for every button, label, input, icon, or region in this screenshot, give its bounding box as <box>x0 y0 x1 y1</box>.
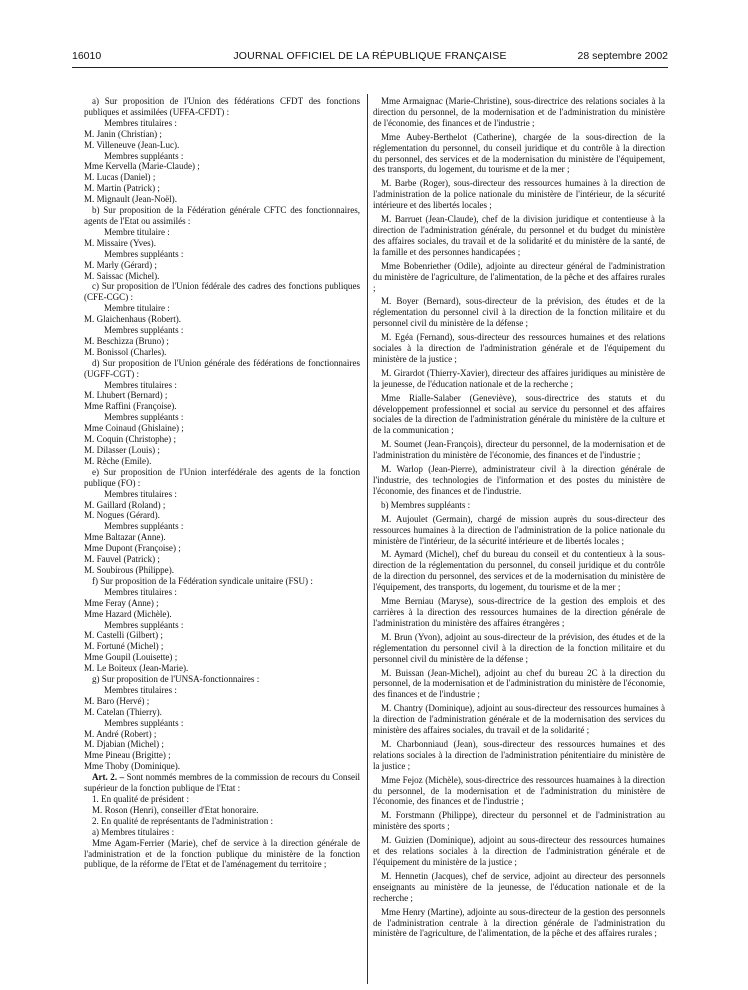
member-name: M. Nogues (Gérard). <box>84 510 160 521</box>
member-name: M. Janin (Christian) ; <box>84 128 162 139</box>
member-name: M. Catelan (Thierry). <box>84 706 162 717</box>
right-column <box>373 96 665 939</box>
member-name: M. Le Boiteux (Jean-Marie). <box>84 663 189 674</box>
member-name: M. Glaichenhaus (Robert). <box>84 314 181 325</box>
paragraph: M. Guizien (Dominique), adjoint au sous-directeur des ressources humaines et des relations sociales à la direction de l'administration générale et de l'équipement du ministère de la justice ; <box>373 835 665 867</box>
member-category-heading: Membres suppléants : <box>104 150 184 161</box>
member-name: M. Bonissol (Charles). <box>84 346 167 357</box>
paragraph: Mme Armaignac (Marie-Christine), sous-directrice des relations sociales à la direction du personnel, de la modernisation et de l'administration du ministère de l'économie, des finances et de l'industrie ; <box>373 96 665 128</box>
member-name: M. Dilasser (Louis) ; <box>84 445 160 455</box>
member-name: M. Djabian (Michel) ; <box>84 739 164 750</box>
member-category-heading: Membre titulaire : <box>104 303 170 314</box>
member-name: Mme Goupil (Louisette) ; <box>84 652 178 663</box>
paragraph: a) Sur proposition de l'Union des fédérations CFDT des fonctions publiques et assimilées (UFFA-CFDT) : <box>84 96 360 117</box>
paragraph: Mme Fejoz (Michèle), sous-directrice des ressources huamaines à la direction du personnel, de la modernisation et de l'administration du ministère de l'économie, des finances et de l'industrie ; <box>373 774 665 807</box>
paragraph: M. Barruet (Jean-Claude), chef de la division juridique et contentieuse à la direction de l'administration générale, du personnel et du budget du ministère des affaires sociales, du travail et de la solidarité et du ministère de la santé, de la famille et des personnes handicapées ; <box>373 214 665 257</box>
member-name: M. Baro (Hervé) ; <box>84 695 150 706</box>
member-name: M. Martin (Patrick) ; <box>84 183 160 194</box>
member-name: M. Villeneuve (Jean-Luc). <box>84 139 180 150</box>
member-name: Mme Thoby (Dominique). <box>84 761 181 772</box>
member-name: M. Gaillard (Roland) ; <box>84 499 166 510</box>
left-column <box>84 96 360 870</box>
paragraph: M. Aujoulet (Germain), chargé de mission auprès du sous-directeur des ressources humaines à la direction de l'administration de la police nationale du ministère de l'intérieur, de la sécurité intérieure et de libertés locales ; <box>373 513 665 546</box>
member-name: Mme Hazard (Michèle). <box>84 608 172 619</box>
member-name: Mme Coinaud (Ghislaine) ; <box>84 423 184 434</box>
member-category-heading: Membres titulaires : <box>104 684 177 695</box>
paragraph: M. Charbonniaud (Jean), sous-directeur des ressources humaines et des relations sociales à la direction de l'administration pénitentiaire du ministère de la justice ; <box>373 738 665 771</box>
member-name: M. Coquin (Christophe) ; <box>84 434 176 445</box>
paragraph: Mme Aubey-Berthelot (Catherine), chargée de la sous-direction de la réglementation du personnel, du conseil juridique et du contrôle à la direction du personnel, des services et de la modernisation du ministère de l'équipement, des transports, du logement, du tourisme et de la mer ; <box>373 131 665 175</box>
header-rule <box>72 67 668 68</box>
member-name: M. Mignault (Jean-Noël). <box>84 194 177 205</box>
member-name: M. André (Robert) ; <box>84 728 157 739</box>
member-name: Mme Dupont (Françoise) ; <box>84 543 181 554</box>
page-header <box>72 50 668 64</box>
member-category-heading: Membre titulaire : <box>104 226 170 237</box>
publication-date: 28 septembre 2002 <box>577 50 668 62</box>
member-name: M. Saissac (Michel). <box>84 270 160 281</box>
member-category-heading: Membres suppléants : <box>104 619 184 630</box>
article-label: Art. 2. – <box>92 772 125 783</box>
member-name: Mme Kervella (Marie-Claude) ; <box>84 161 200 172</box>
paragraph: M. Hennetin (Jacques), chef de service, adjoint au directeur des personnels enseignants au ministère de la jeunesse, de l'éducation nationale et de la recherche ; <box>373 870 665 903</box>
member-name: M. Lhubert (Bernard) ; <box>84 390 168 401</box>
paragraph: M. Chantry (Dominique), adjoint au sous-directeur des ressources humaines à la direction de l'administration générale et de la modernisation des services du ministère des affaires sociales, du travail et de la solidarité ; <box>373 703 665 736</box>
member-category-heading: Membres suppléants : <box>104 717 184 728</box>
article-heading <box>84 772 360 794</box>
paragraph: Mme Berniau (Maryse), sous-directrice de la gestion des emplois et des carrières à la direction des ressources humaines de la direction générale de l'administration du ministère des affaires étrangères ; <box>373 596 665 628</box>
member-name: M. Beschizza (Bruno) ; <box>84 335 169 346</box>
paragraph: b) Sur proposition de la Fédération générale CFTC des fonctionnaires, agents de l'Etat ou assimilés : <box>84 205 360 226</box>
paragraph: M. Brun (Yvon), adjoint au sous-directeur de la prévision, des études et de la réglementation du personnel civil à la direction de la fonction militaire et du personnel civil du ministère de la défense ; <box>373 631 665 664</box>
paragraph: M. Soumet (Jean-François), directeur du personnel, de la modernisation et de l'administration du ministère de l'économie, des finances et de l'industrie ; <box>373 439 665 461</box>
member-name: M. Rèche (Emile). <box>84 455 152 466</box>
paragraph: 1. En qualité de président : <box>92 794 189 804</box>
member-category-heading: Membres titulaires : <box>104 117 177 128</box>
paragraph: M. Roson (Henri), conseiller d'Etat honoraire. <box>92 804 259 815</box>
member-category-heading: Membres suppléants : <box>104 325 184 336</box>
member-name: Mme Feray (Anne) ; <box>84 597 159 608</box>
paragraph: c) Sur proposition de l'Union fédérale des cadres des fonctions publiques (CFE-CGC) : <box>84 281 360 303</box>
paragraph: Mme Agam-Ferrier (Marie), chef de service à la direction générale de l'administration et de la fonction publique du ministère de la fonction publique, de la réforme de l'Etat et de l'aménagement du territoire ; <box>84 837 360 870</box>
paragraph: e) Sur proposition de l'Union interfédérale des agents de la fonction publique (FO) : <box>84 466 360 488</box>
paragraph: a) Membres titulaires : <box>92 826 175 837</box>
paragraph: Mme Rialle-Salaber (Geneviève), sous-directrice des statuts et du développement professionnel et social au service du personnel et des affaires sociales de la direction de l'administration générale du ministère de la culture et de la communication ; <box>373 392 665 436</box>
member-name: M. Lucas (Daniel) ; <box>84 172 156 183</box>
member-name: M. Fauvel (Patrick) ; <box>84 554 160 565</box>
paragraph: 2. En qualité de représentants de l'administration : <box>92 815 274 826</box>
member-name: M. Missaire (Yves). <box>84 237 156 248</box>
paragraph: f) Sur proposition de la Fédération syndicale unitaire (FSU) : <box>92 575 313 586</box>
member-name: M. Castelli (Gilbert) ; <box>84 630 163 641</box>
paragraph: M. Buissan (Jean-Michel), adjoint au chef du bureau 2C à la direction du personnel, de la modernisation et de l'administration du ministère de l'économie, des finances et de l'industrie ; <box>373 667 665 700</box>
member-name: M. Marly (Gérard) ; <box>84 259 157 270</box>
column-divider <box>367 94 368 984</box>
paragraph: M. Boyer (Bernard), sous-directeur de la prévision, des études et de la réglementation du personnel civil à la direction de la fonction militaire et du personnel civil du ministère de la défense ; <box>373 296 665 329</box>
paragraph: M. Egéa (Fernand), sous-directeur des ressources humaines et des relations sociales à la direction de l'administration générale et de l'équipement du ministère de la justice ; <box>373 332 665 364</box>
paragraph: b) Membres suppléants : <box>381 499 471 510</box>
paragraph: M. Girardot (Thierry-Xavier), directeur des affaires juridiques au ministère de la jeunesse, de l'éducation nationale et de la recherche ; <box>373 367 665 389</box>
journal-title: JOURNAL OFFICIEL DE LA RÉPUBLIQUE FRANÇAISE <box>233 50 507 62</box>
member-name: Mme Pineau (Brigitte) ; <box>84 750 171 761</box>
paragraph: M. Forstmann (Philippe), directeur du personnel et de l'administration au ministère des sports ; <box>373 810 665 832</box>
member-category-heading: Membres suppléants : <box>104 248 184 259</box>
member-name: Mme Raffini (Françoise). <box>84 401 177 412</box>
article-text: Sont nommés membres de la commission de recours du Conseil supérieur de la fonction publique de l'Etat : <box>84 772 361 794</box>
paragraph: g) Sur proposition de l'UNSA-fonctionnaires : <box>92 674 260 685</box>
member-category-heading: Membres titulaires : <box>104 488 177 499</box>
member-name: M. Fortuné (Michel) ; <box>84 641 164 652</box>
paragraph: M. Barbe (Roger), sous-directeur des ressources humaines à la direction de l'administration de la police nationale du ministère de l'intérieur, de la sécurité intérieure et des libertés locales ; <box>373 178 665 211</box>
member-name: Mme Baltazar (Anne). <box>84 532 166 543</box>
member-category-heading: Membres titulaires : <box>104 586 177 597</box>
paragraph: Mme Henry (Martine), adjointe au sous-directeur de la gestion des personnels de l'administration centrale à la direction générale de l'administration du ministère de l'agriculture, de l'alimentation, de la pêche et des affaires rurales ; <box>373 906 665 939</box>
page-number: 16010 <box>72 50 102 62</box>
member-category-heading: Membres suppléants : <box>104 521 184 532</box>
member-category-heading: Membres suppléants : <box>104 412 184 423</box>
paragraph: M. Warlop (Jean-Pierre), administrateur civil à la direction générale de l'industrie, des technologies de l'information et des postes du ministère de l'économie, des finances et de l'industrie. <box>373 464 665 496</box>
member-name: M. Soubirous (Philippe). <box>84 564 174 575</box>
member-category-heading: Membres titulaires : <box>104 379 177 390</box>
paragraph: d) Sur proposition de l'Union générale des fédérations de fonctionnaires (UGFF-CGT) : <box>84 357 360 379</box>
paragraph: M. Aymard (Michel), chef du bureau du conseil et du contentieux à la sous-direction de la réglementation du personnel, du conseil juridique et du contrôle de la direction du personnel, des services et de la modernisation du ministère de l'équipement, des transports, du logement, du tourisme et de la mer ; <box>373 549 665 593</box>
paragraph: Mme Bobenriether (Odile), adjointe au directeur général de l'administration du ministère de l'agriculture, de l'alimentation, de la pêche et des affaires rurales ; <box>373 260 665 293</box>
